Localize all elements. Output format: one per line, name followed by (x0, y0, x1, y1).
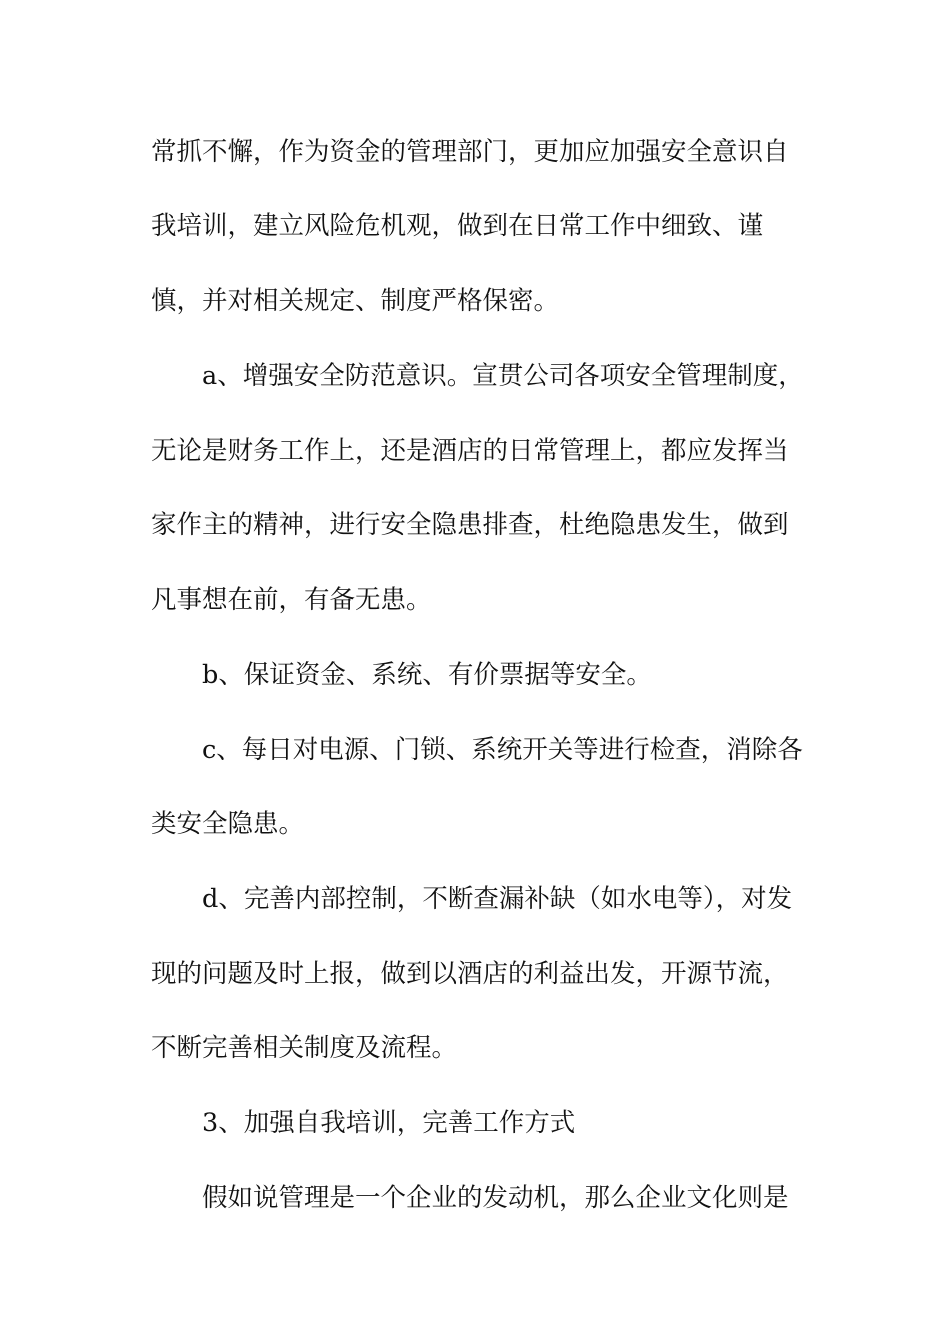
text-line: 现的问题及时上报，做到以酒店的利益出发，开源节流， (151, 959, 789, 989)
text-line: 慎，并对相关规定、制度严格保密。 (151, 286, 560, 316)
text-line: 不断完善相关制度及流程。 (151, 1033, 458, 1063)
text-line: 我培训，建立风险危机观，做到在日常工作中细致、谨 (151, 211, 764, 241)
text-line: 常抓不懈，作为资金的管理部门，更加应加强安全意识自 (151, 137, 789, 167)
text-line: a、增强安全防范意识。宣贯公司各项安全管理制度， (202, 361, 804, 391)
text-line: 类安全隐患。 (151, 809, 305, 839)
text-line: b、保证资金、系统、有价票据等安全。 (202, 660, 652, 690)
text-line: c、每日对电源、门锁、系统开关等进行检查，消除各 (202, 735, 803, 765)
text-line: 假如说管理是一个企业的发动机，那么企业文化则是 (202, 1183, 789, 1213)
text-line: 家作主的精神，进行安全隐患排查，杜绝隐患发生，做到 (151, 510, 789, 540)
text-line: 凡事想在前，有备无患。 (151, 585, 432, 615)
text-line: d、完善内部控制，不断查漏补缺（如水电等），对发 (202, 884, 793, 914)
text-line: 3、加强自我培训，完善工作方式 (202, 1108, 576, 1138)
text-line: 无论是财务工作上，还是酒店的日常管理上，都应发挥当 (151, 436, 789, 466)
